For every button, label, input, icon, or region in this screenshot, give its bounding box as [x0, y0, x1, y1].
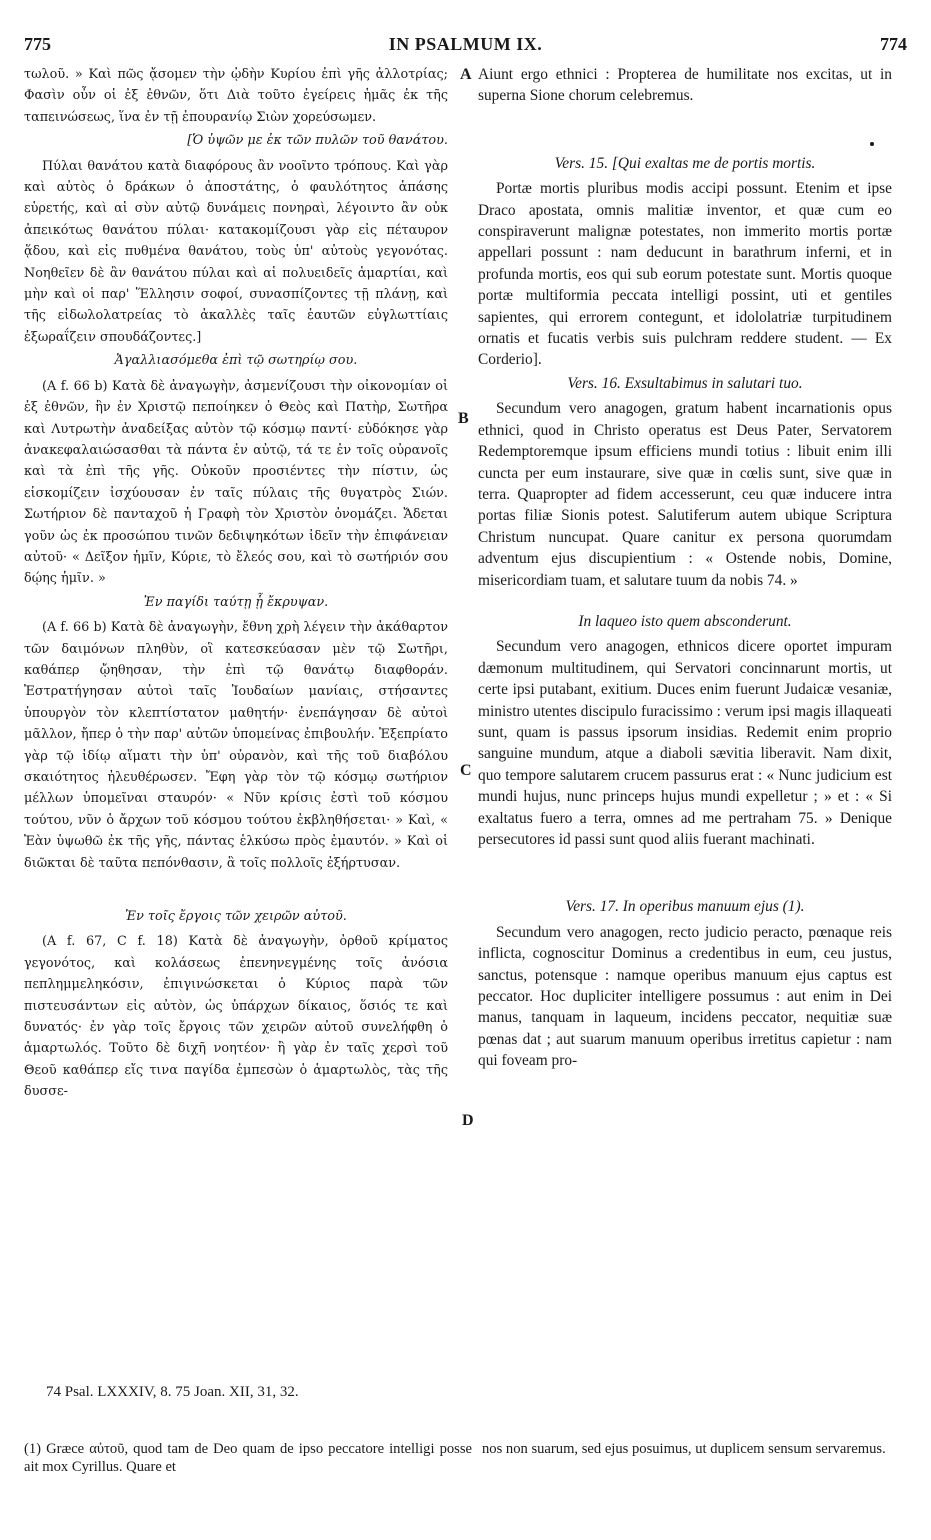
- running-header: [24, 34, 907, 56]
- greek-paragraph: τωλοῦ. » Καὶ πῶς ᾄσομεν τὴν ᾠδὴν Κυρίου ἐπὶ γῆς ἀλλοτρίας; Φασὶν οὖν οἱ ἐξ ἐθνῶν, ὅτι Διὰ τοῦτο ἐγείρεις ἡμᾶς ἐκ τῆς ταπεινώσεως, ἵνα ἐν τῇ ἐπουρανίῳ Σιὼν χορεύσωμεν.: [24, 67, 448, 125]
- latin-paragraph: Portæ mortis pluribus modis accipi possunt. Etenim et ipse Draco apostata, omnis malitiæ inventor, et quæ cum eo conspiraverunt malignæ potestates, non immerito mortis portæ appellari possunt : nam deducunt in barathrum inferni, et in profunda mortis, eos qui sub eorum potestate sunt. Mortis quoque portæ multiformia peccata intelligi possint, uti et gentiles sapientes, qui errorem contegunt, et idololatriæ turpitudinem ornatis et fucatis verbis suis pulchram reddere student. — Ex Corderio].: [478, 180, 892, 369]
- latin-verse-title: Vers. 16. Exsultabimus in salutari tuo.: [567, 374, 803, 392]
- greek-paragraph: (A f. 67, C f. 18) Κατὰ δὲ ἀναγωγὴν, ὀρθοῦ κρίματος γεγονότος, καὶ κολάσεως ἐπενηνεγμένης τοῖς ἀνόσια πεπλημμεληκόσιν, ἐπιγινώσκεται ὁ Κύριος παρὰ τῶν πιστευσάντων εἰς αὐτὸν, ὡς ὑπάρχων δίκαιος, ὅσιός τε καὶ δυνατός· ἐν γὰρ τοῖς ἔργοις τῶν χειρῶν αὐτοῦ συνελήφθη ὁ ἁμαρτωλός. Τοῦτο δὲ διχῆ νοητέον· ἢ γὰρ ἐν ταῖς χερσὶ τοῦ Θεοῦ καθάπερ εἴς τινα παγίδα ἐμπεσὼν ὁ ἁμαρτωλὸς, τὰς τῆς δυσσε-: [24, 934, 448, 1100]
- greek-paragraph: (A f. 66 b) Κατὰ δὲ ἀναγωγὴν, ἔθνη χρὴ λέγειν τὴν ἀκάθαρτον τῶν δαιμόνων πληθὺν, οἳ κατεσκεύασαν μὲν τῷ Σωτῆρι, καθάπερ ᾤηθησαν, τὴν ἐπὶ τῷ θανάτῳ διαφθοράν. Ἐστρατήγησαν αὐτοὶ ταῖς Ἰουδαίων μανίαις, στήσαντες ὑπουργὸν τὸν κλεπτίστατον μαθητήν· ἐνεπάγησαν δὲ αὐτοὶ μᾶλλον, ἤπερ ὁ τὴν παρ' αὐτῶν ὑπομείνας ἐπιβουλήν. Ἐξεπρίατο γὰρ τῷ ἰδίῳ αἵματι τὴν ὑπ' οὐρανὸν, καὶ τῆς τοῦ διαβόλου σκαιότητος ἠλευθέρωσεν. Ἔφη γὰρ τὸν τῷ κόσμῳ σωτήριον μέλλων ὑπομεῖναι σταυρόν· « Νῦν κρίσις ἐστὶ τοῦ κόσμου τούτου, νῦν ὁ ἄρχων τοῦ κόσμου τούτου ἐκβληθήσεται· » Καὶ, « Ἐὰν ὑψωθῶ ἐκ τῆς γῆς, πάντας ἑλκύσω πρὸς ἐμαυτόν. » Καὶ οἱ διῶκται δὲ ταῦτα πεπόνθασιν, ἃ τοῖς πολλοῖς ἐξήρτυσαν.: [24, 620, 448, 871]
- margin-letter-d: D: [462, 1112, 474, 1129]
- latin-paragraph: Secundum vero anagogen, ethnicos dicere oportet impuram dæmonum multitudinem, qui Servatori concinnarunt mortis, ut certe ipsi putabant, exitium. Duces enim fuerunt Judaicæ vesaniæ, ministro utentes discipulo furacissimo : verum ipsi magis illaqueati sunt, quam is passus ipsorum insidias. Redemit enim proprio sanguine mundum, atque a diaboli sævitia liberavit. Nam dixit, quo tempore salutarem crucem passurus erat : « Nunc judicium est mundi hujus, nunc princeps hujus mundi expelletur ; » et : « Si exaltatus fuero a terra, omnes ad me pertraham 75. » Denique persecutores id passi sunt quod aliis fuerant machinati.: [478, 638, 892, 848]
- page-number-left: 775: [24, 34, 51, 54]
- latin-verse-title: In laqueo isto quem absconderunt.: [578, 612, 792, 630]
- greek-verse-title: Ἀγαλλιασόμεθα ἐπὶ τῷ σωτηρίῳ σου.: [114, 353, 358, 369]
- margin-letter-c: C: [460, 762, 472, 779]
- latin-paragraph: Secundum vero anagogen, gratum habent incarnationis opus ethnici, quod in Christo operatus est Deus Pater, Servatorem Redemptoremque ipsum efficiens mundi totius : libuit enim illi cuncta per eum instaurare, sive quæ in cœlis sunt, sive quæ in terra. Quapropter ad fidem accesserunt, ceu quæ inducere intra portas filiæ Sionis potest. Salutiferum autem ubique Scriptura Christum nuncupat. Quare canitur ex persona quorumdam adventum ejus discupientium : « Ostende nobis, Domine, misericordiam tuam, et salutare tuum da nobis 74. »: [478, 400, 892, 589]
- footnote-right: nos non suarum, sed ejus posuimus, ut duplicem sensum servaremus.: [482, 1441, 886, 1457]
- margin-letter-a: A: [460, 66, 472, 83]
- latin-paragraph: Secundum vero anagogen, recto judicio peracto, pœnaque reis inflicta, cognoscitur Dominus a credentibus in eum, ceu justus, sanctus, potensque : namque operibus manuum ejus captus est peccator. Hoc dupliciter intelligere possumus : aut enim in Dei manus, tanquam in laqueum, incidens peccator, nequitiæ suæ pœnas dat ; aut suarum manuum operibus irretitus capietur : nam qui foveam pro-: [478, 923, 892, 1070]
- footnote-left: (1) Græce αὐτοῦ, quod tam de Deo quam de ipso peccatore intelligi posse ait mox Cyrillus. Quare et: [24, 1441, 472, 1475]
- greek-verse-title: [Ὁ ὑψῶν με ἐκ τῶν πυλῶν τοῦ θανάτου.: [187, 133, 448, 149]
- margin-letter-b: B: [458, 410, 469, 427]
- running-title: IN PSALMUM IX.: [388, 34, 543, 54]
- greek-column: [24, 64, 448, 1103]
- stray-dot: [870, 142, 874, 146]
- page-number-right: 774: [880, 34, 907, 54]
- scripture-references: 74 Psal. LXXXIV, 8. 75 Joan. XII, 31, 32.: [46, 1384, 299, 1400]
- latin-verse-title: Vers. 17. In operibus manuum ejus (1).: [565, 898, 805, 916]
- greek-paragraph: Πύλαι θανάτου κατὰ διαφόρους ἂν νοοῖντο τρόπους. Καὶ γὰρ καὶ αὐτὸς ὁ δράκων ὁ ἀποστάτης, ὁ φαυλότητος ἁπάσης εὑρετής, καὶ αἱ σὺν αὐτῷ δυνάμεις πονηραὶ, λέγοιντο ἂν οὐκ ἀπεικότως θανάτου πύλαι· κατακομίζουσι γὰρ εἰς πέταυρον ᾅδου, καὶ εἰς πυθμένα θανάτου, τοὺς ὑπ' αὐτοὺς γεγονότας. Νοηθεῖεν δὲ ἂν θανάτου πύλαι καὶ αἱ πολυειδεῖς ἁμαρτίαι, καὶ μὴν καὶ οἱ παρ' Ἕλλησιν σοφοί, συνασπίζοντες τῇ πλάνῃ, καὶ τῆς εἰδωλολατρείας τὸ ἀκαλλὲς ταῖς ἑαυτῶν εὐγλωττίαις ἐξωραΐζειν σπουδάζοντες.]: [24, 158, 448, 345]
- greek-verse-title: Ἐν τοῖς ἔργοις τῶν χειρῶν αὐτοῦ.: [125, 909, 347, 925]
- latin-verse-title: Vers. 15. [Qui exaltas me de portis mortis.: [554, 154, 816, 172]
- greek-verse-title: Ἐν παγίδι ταύτῃ ᾗ ἔκρυψαν.: [143, 594, 329, 610]
- greek-paragraph: (A f. 66 b) Κατὰ δὲ ἀναγωγὴν, ἀσμενίζουσι τὴν οἰκονομίαν οἱ ἐξ ἐθνῶν, ἣν ἐν Χριστῷ πεποίηκεν ὁ Θεὸς καὶ Πατὴρ, Σωτῆρα καὶ Λυτρωτὴν ἀναδείξας αὐτὸν τῷ κόσμῳ παντί· εὐδόκησε γὰρ ἀνακεφαλαιώσασθαι τὰ πάντα ἐν αὐτῷ, τά τε ἐν τοῖς οὐρανοῖς καὶ τὰ ἐπὶ τῆς γῆς. Οὐκοῦν προσιέντες τὴν πίστιν, ὡς εἰσκομίζειν ἰσχύουσαν ἐν ταῖς πύλαις τῆς θυγατρὸς Σιών. Σωτήριον δὲ πανταχοῦ ἡ Γραφὴ τὸν Χριστὸν ὀνομάζει. Ἄδεται γοῦν ὡς ἐκ προσώπου τινῶν δεδιψηκότων ἰδεῖν τὴν ἐπιφάνειαν αὐτοῦ· « Δεῖξον ἡμῖν, Κύριε, τὸ ἔλεός σου, καὶ τὸ σωτήριόν σου δῴης ἡμῖν. »: [24, 378, 448, 587]
- latin-column: [478, 64, 892, 1072]
- latin-paragraph: Aiunt ergo ethnici : Propterea de humilitate nos excitas, ut in superna Sione chorum celebremus.: [478, 66, 892, 105]
